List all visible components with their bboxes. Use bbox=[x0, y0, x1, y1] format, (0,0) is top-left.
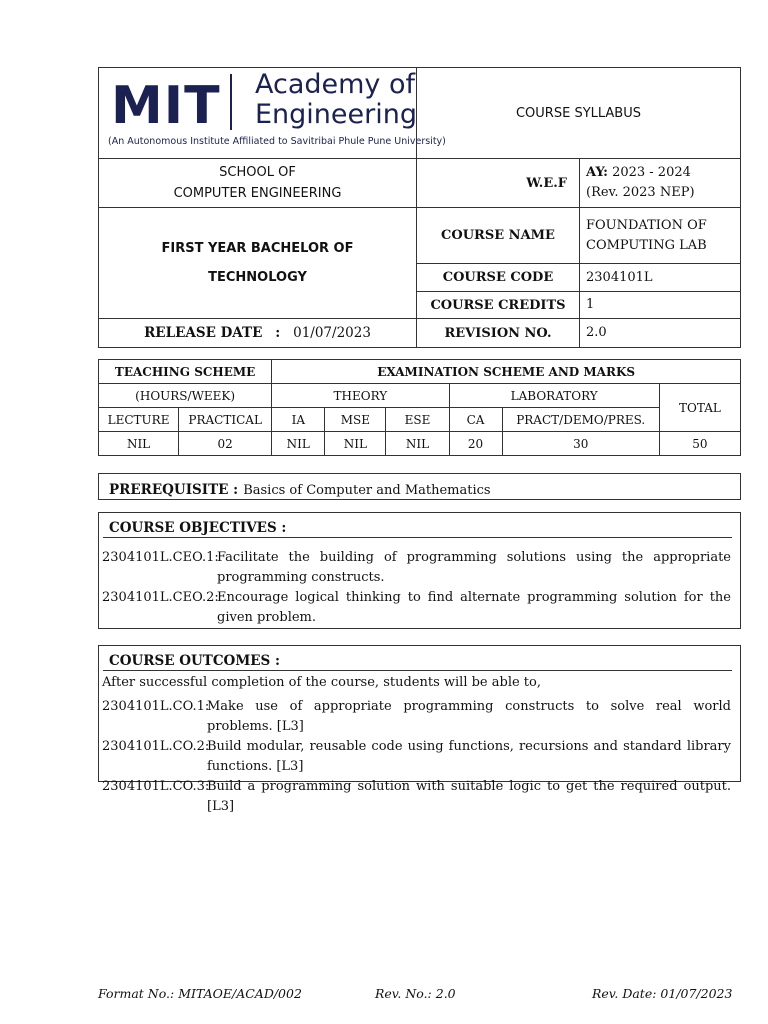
logo-affiliation: (An Autonomous Institute Affiliated to Savitribai Phule Pune University) bbox=[108, 136, 446, 147]
mse-value: NIL bbox=[325, 432, 386, 456]
release-date-row: RELEASE DATE : 01/07/2023 bbox=[99, 319, 417, 348]
footer-rev-date: Rev. Date: 01/07/2023 bbox=[592, 986, 733, 1001]
footer-rev-no: Rev. No.: 2.0 bbox=[375, 986, 456, 1001]
logo-mit-text: MIT bbox=[111, 76, 221, 136]
revision-label: REVISION NO. bbox=[417, 319, 580, 348]
objective-item: 2304101L.CEO.2: Encourage logical thinking to find alternate programming solution for the given problem. bbox=[102, 590, 731, 625]
outcome-item: 2304101L.CO.2: Build modular, reusable code using functions, recursions and standard library functions. [L3] bbox=[102, 739, 731, 774]
ia-value: NIL bbox=[272, 432, 325, 456]
outcome-item: 2304101L.CO.3: Build a programming solution with suitable logic to get the required output.[L3] bbox=[102, 779, 731, 814]
prerequisite-label: PREREQUISITE : bbox=[109, 482, 239, 498]
teaching-scheme-label: TEACHING SCHEME bbox=[99, 360, 272, 384]
school-name: SCHOOL OF COMPUTER ENGINEERING bbox=[99, 159, 417, 208]
academic-year: AY: 2023 - 2024 (Rev. 2023 NEP) bbox=[580, 159, 741, 208]
logo-divider bbox=[230, 74, 232, 130]
outcomes-label: COURSE OUTCOMES : bbox=[109, 653, 280, 669]
exam-scheme-label: EXAMINATION SCHEME AND MARKS bbox=[272, 360, 741, 384]
hours-week-label: (HOURS/WEEK) bbox=[99, 384, 272, 408]
course-name-label: COURSE NAME bbox=[417, 208, 580, 264]
outcomes-intro: After successful completion of the course, students will be able to, bbox=[102, 675, 541, 690]
lecture-header: LECTURE bbox=[99, 408, 179, 432]
course-outcomes-box bbox=[98, 645, 741, 814]
total-value: 50 bbox=[659, 432, 740, 456]
ese-value: NIL bbox=[386, 432, 449, 456]
program-name: FIRST YEAR BACHELOR OF TECHNOLOGY bbox=[99, 208, 417, 319]
mse-header: MSE bbox=[325, 408, 386, 432]
outcomes-divider bbox=[103, 670, 732, 671]
course-code-value: 2304101L bbox=[580, 264, 741, 292]
outcome-item: 2304101L.CO.1: Make use of appropriate programming constructs to solve real world problems. [L3] bbox=[102, 699, 731, 734]
total-label: TOTAL bbox=[659, 384, 740, 432]
scheme-table bbox=[98, 359, 741, 456]
ia-header: IA bbox=[272, 408, 325, 432]
revision-value: 2.0 bbox=[580, 319, 741, 348]
ese-header: ESE bbox=[386, 408, 449, 432]
course-credits-label: COURSE CREDITS bbox=[417, 292, 580, 319]
lecture-value: NIL bbox=[99, 432, 179, 456]
prerequisite-text: Basics of Computer and Mathematics bbox=[243, 483, 491, 498]
objectives-label: COURSE OBJECTIVES : bbox=[109, 520, 287, 536]
objectives-divider bbox=[103, 537, 732, 538]
course-credits-value: 1 bbox=[580, 292, 741, 319]
ca-value: 20 bbox=[449, 432, 502, 456]
laboratory-label: LABORATORY bbox=[449, 384, 659, 408]
wef-label: W.E.F bbox=[417, 159, 580, 208]
ca-header: CA bbox=[449, 408, 502, 432]
practical-value: 02 bbox=[179, 432, 272, 456]
course-objectives-box bbox=[98, 512, 741, 629]
practical-header: PRACTICAL bbox=[179, 408, 272, 432]
footer-format-no: Format No.: MITAOE/ACAD/002 bbox=[98, 986, 302, 1001]
pract-demo-value: 30 bbox=[502, 432, 659, 456]
document-title: COURSE SYLLABUS bbox=[417, 68, 741, 159]
objective-item: 2304101L.CEO.1: Facilitate the building of programming solutions using the appropriate programming constructs. bbox=[102, 550, 731, 585]
course-code-label: COURSE CODE bbox=[417, 264, 580, 292]
pract-demo-header: PRACT/DEMO/PRES. bbox=[502, 408, 659, 432]
institute-logo bbox=[99, 68, 446, 159]
theory-label: THEORY bbox=[272, 384, 449, 408]
course-name-value: FOUNDATION OF COMPUTING LAB bbox=[580, 208, 741, 264]
logo-academy-text: Academy of Engineering bbox=[255, 69, 417, 130]
course-header-table bbox=[98, 67, 741, 348]
prerequisite-box bbox=[98, 473, 741, 500]
